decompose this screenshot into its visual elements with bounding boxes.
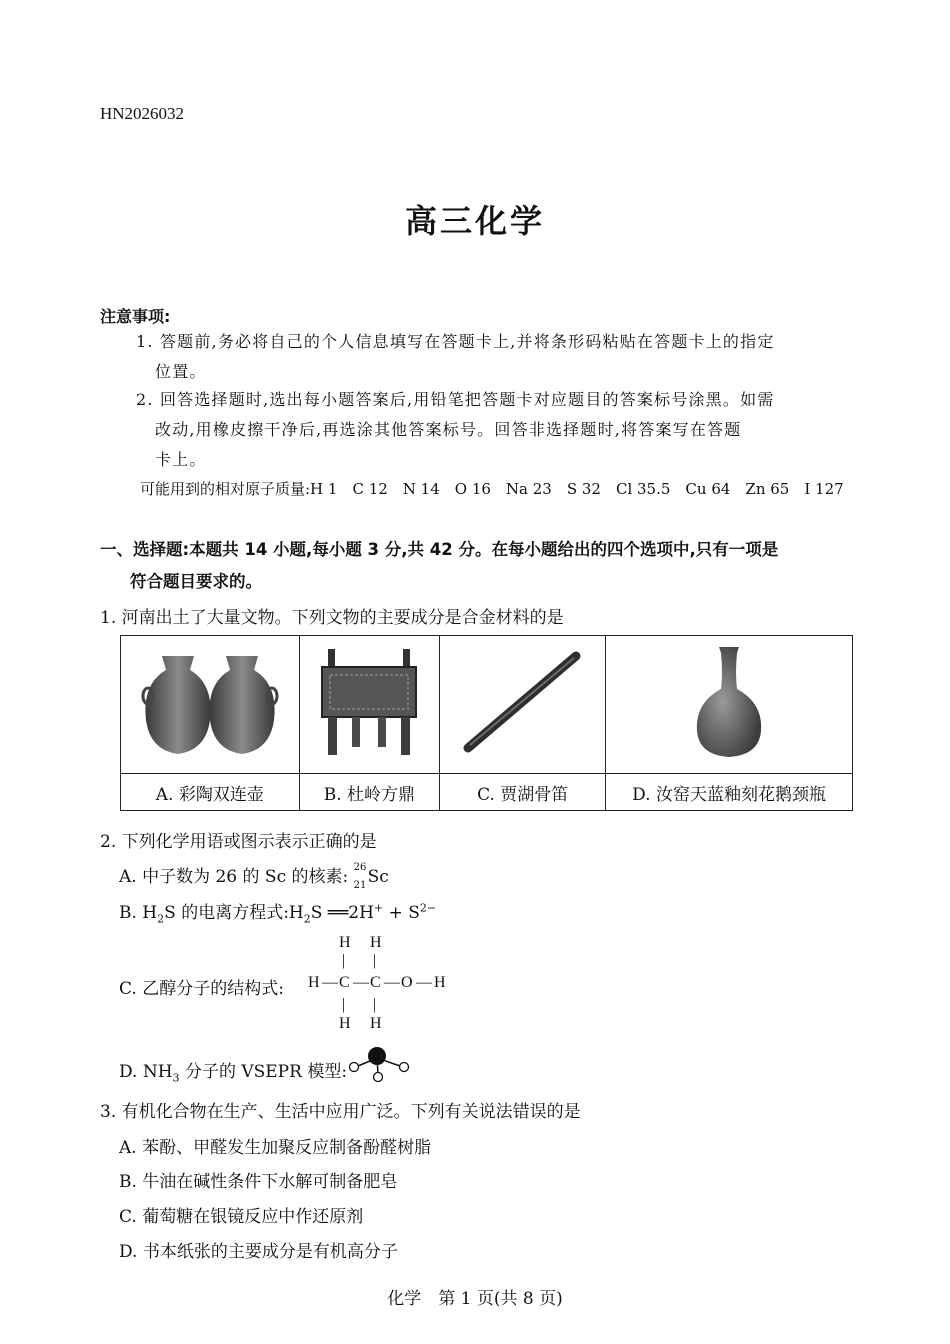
double-pot-icon — [140, 648, 280, 758]
relic-image-d — [606, 636, 853, 774]
vase-icon — [689, 645, 769, 760]
option-d-text: 分子的 VSEPR 模型: — [179, 1062, 348, 1082]
atomic-masses: 可能用到的相对原子质量:H 1 C 12 N 14 O 16 Na 23 S 32 Cl 35.5 Cu 64 Zn 65 I 127 — [140, 480, 844, 498]
nuclide-notation — [353, 861, 368, 891]
bond-vertical: | — [373, 996, 377, 1013]
atom-o: O — [401, 974, 413, 991]
page-title: 高三化学 — [404, 202, 545, 240]
bond-dash: — — [353, 974, 369, 991]
option-b-text: S 的电离方程式:H — [164, 903, 304, 923]
relic-image-a — [121, 636, 300, 774]
atomic-number: 21 — [353, 879, 367, 891]
atom-h: H — [339, 934, 351, 951]
mass-number: 26 — [353, 861, 367, 873]
bond-vertical: | — [342, 996, 346, 1013]
notice-item-1-line2: 位置。 — [155, 362, 207, 381]
atom-h: H — [370, 1015, 382, 1032]
option-c-label: C. 贾湖骨笛 — [440, 774, 606, 811]
question-3-option-d: D. 书本纸张的主要成分是有机高分子 — [119, 1242, 398, 1262]
question-2-stem: 2. 下列化学用语或图示表示正确的是 — [100, 832, 377, 852]
option-b-prefix: B. H — [119, 903, 158, 923]
atom-h: H — [370, 934, 382, 951]
question-3-option-c: C. 葡萄糖在银镜反应中作还原剂 — [119, 1207, 364, 1227]
section-heading-line2: 符合题目要求的。 — [130, 572, 262, 591]
atom-h: H — [308, 974, 320, 991]
section-heading-line1: 一、选择题:本题共 14 小题,每小题 3 分,共 42 分。在每小题给出的四个选项中,只有一项是 — [100, 540, 779, 559]
subscript: 2 — [157, 912, 165, 926]
bond-vertical: | — [373, 952, 377, 969]
question-3-option-a: A. 苯酚、甲醛发生加聚反应制备酚醛树脂 — [119, 1138, 432, 1158]
vsepr-model-icon — [346, 1044, 412, 1084]
page-footer: 化学 第 1 页(共 8 页) — [387, 1289, 563, 1309]
bond-dash: — — [384, 974, 400, 991]
question-3-stem: 3. 有机化合物在生产、生活中应用广泛。下列有关说法错误的是 — [100, 1102, 581, 1122]
question-3-option-b: B. 牛油在碱性条件下水解可制备肥皂 — [119, 1172, 398, 1192]
atom-c: C — [370, 974, 381, 991]
relic-image-c — [440, 636, 606, 774]
option-b-label: B. 杜岭方鼎 — [299, 774, 440, 811]
atom-h: H — [434, 974, 446, 991]
question-2-option-b — [119, 898, 436, 925]
document-code: HN2026032 — [100, 104, 185, 123]
notice-item-2-line1: 2. 回答选择题时,选出每小题答案后,用铅笔把答题卡对应题目的答案标号涂黑。如需 — [136, 390, 775, 409]
option-d-prefix: D. NH — [119, 1062, 173, 1082]
bronze-ding-icon — [314, 645, 424, 760]
equation: S ══2H — [310, 903, 374, 923]
notice-item-2-line3: 卡上。 — [155, 450, 207, 469]
relics-table — [120, 635, 853, 811]
question-2-option-a — [119, 861, 389, 891]
bond-dash: — — [322, 974, 338, 991]
charge: + — [373, 901, 384, 915]
subscript: 2 — [303, 912, 311, 926]
option-a-text: A. 中子数为 26 的 Sc 的核素: — [119, 867, 349, 887]
notice-heading: 注意事项: — [100, 307, 171, 326]
question-2-option-c: C. 乙醇分子的结构式: — [119, 979, 284, 999]
element-symbol: Sc — [367, 867, 389, 887]
section-heading — [100, 534, 778, 598]
option-d-label: D. 汝窑天蓝釉刻花鹅颈瓶 — [606, 774, 853, 811]
atom-c: C — [339, 974, 350, 991]
equation-part: + S — [383, 903, 420, 923]
question-1-stem: 1. 河南出土了大量文物。下列文物的主要成分是合金材料的是 — [100, 608, 564, 628]
bond-vertical: | — [342, 952, 346, 969]
subscript: 3 — [172, 1071, 180, 1085]
notice-item-2-line2: 改动,用橡皮擦干净后,再选涂其他答案标号。回答非选择题时,将答案写在答题 — [155, 420, 742, 439]
notice-item-1-line1: 1. 答题前,务必将自己的个人信息填写在答题卡上,并将条形码粘贴在答题卡上的指定 — [136, 332, 775, 351]
option-a-label: A. 彩陶双连壶 — [121, 774, 300, 811]
bone-flute-icon — [458, 648, 588, 758]
charge: 2− — [419, 901, 437, 915]
question-2-option-d — [119, 1057, 347, 1084]
relic-image-b — [299, 636, 440, 774]
bond-dash: — — [416, 974, 432, 991]
atom-h: H — [339, 1015, 351, 1032]
